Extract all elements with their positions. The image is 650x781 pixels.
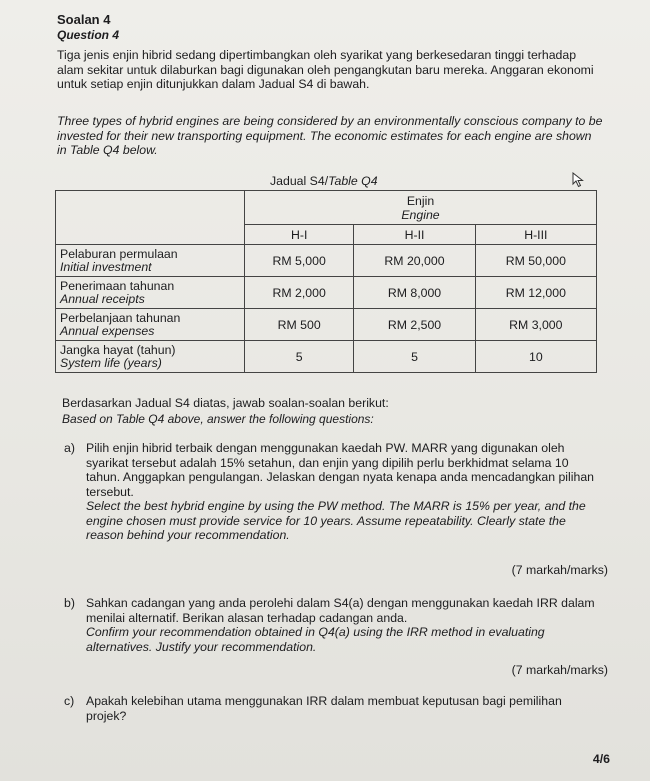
table-cell: RM 2,000 [245, 277, 354, 309]
question-c [64, 694, 604, 723]
table-header-row [56, 191, 597, 225]
question-b-english: Confirm your recommendation obtained in Q4(a) using the IRR method in evaluating alternatives. Justify your recommendation. [86, 625, 545, 654]
table-cell: 10 [475, 341, 596, 373]
table-cell: RM 12,000 [475, 277, 596, 309]
table-caption-malay: Jadual S4/ [270, 174, 329, 188]
table-corner-cell [56, 191, 245, 245]
question-a-number: a) [64, 441, 75, 455]
table-cell: RM 2,500 [354, 309, 475, 341]
mouse-cursor-icon [572, 172, 586, 188]
row-label-english: Annual receipts [60, 291, 145, 306]
questions-intro-english: Based on Table Q4 above, answer the following questions: [62, 412, 374, 426]
column-header-h3: H-III [475, 225, 596, 245]
row-label [56, 245, 245, 277]
row-label-malay: Penerimaan tahunan [60, 278, 175, 293]
row-label-english: System life (years) [60, 355, 162, 370]
economic-estimates-table [55, 190, 597, 373]
heading-malay: Soalan 4 [57, 12, 111, 27]
table-cell: 5 [354, 341, 475, 373]
table-row-annual-receipts [56, 277, 597, 309]
intro-english: Three types of hybrid engines are being considered by an environmentally conscious company to be invested for their new transporting equipment. The economic estimates for each engine are shown in Table Q4 below. [57, 114, 603, 157]
question-b-malay: Sahkan cadangan yang anda perolehi dalam S4(a) dengan menggunakan kaedah IRR dalam menilai alternatif. Berikan alasan terhadap cadangan anda. [86, 596, 595, 625]
question-b [64, 596, 604, 654]
question-a-marks: (7 markah/marks) [511, 563, 608, 577]
row-label-malay: Perbelanjaan tahunan [60, 310, 181, 325]
question-c-malay: Apakah kelebihan utama menggunakan IRR dalam membuat keputusan bagi pemilihan projek? [86, 694, 562, 723]
table-cell: RM 50,000 [475, 245, 596, 277]
questions-intro-malay: Berdasarkan Jadual S4 diatas, jawab soalan-soalan berikut: [62, 396, 389, 410]
column-header-h1: H-I [245, 225, 354, 245]
engine-header-english: Engine [401, 207, 440, 222]
column-header-h2: H-II [354, 225, 475, 245]
heading-english: Question 4 [57, 28, 120, 42]
question-a [64, 441, 604, 543]
table-caption-english: Table Q4 [328, 174, 378, 188]
question-b-marks: (7 markah/marks) [511, 663, 608, 677]
table-cell: RM 3,000 [475, 309, 596, 341]
row-label [56, 277, 245, 309]
engine-header-malay: Enjin [406, 193, 435, 208]
question-b-number: b) [64, 596, 75, 610]
row-label [56, 341, 245, 373]
question-a-english: Select the best hybrid engine by using the PW method. The MARR is 15% per year, and the engine chosen must provide service for 10 years. Assume repeatability. Clearly state the reason behind your recommendation. [86, 499, 586, 542]
table-cell: RM 8,000 [354, 277, 475, 309]
page-number: 4/6 [592, 752, 610, 766]
row-label-english: Initial investment [60, 259, 152, 274]
row-label-english: Annual expenses [60, 323, 155, 338]
table-cell: 5 [245, 341, 354, 373]
row-label-malay: Pelaburan permulaan [60, 246, 178, 261]
question-a-malay: Pilih enjin hibrid terbaik dengan menggunakan kaedah PW. MARR yang digunakan oleh syarikat tersebut adalah 15% setahun, dan enjin yang dipilih perlu berkhidmat selama 10 tahun. Anggapkan pengulangan. Jelaskan dengan nyata kenapa anda mencadangkan pilihan tersebut. [86, 441, 595, 499]
table-row-annual-expenses [56, 309, 597, 341]
table-caption [270, 174, 378, 188]
table-cell: RM 20,000 [354, 245, 475, 277]
engine-header-cell [245, 191, 597, 225]
intro-malay: Tiga jenis enjin hibrid sedang dipertimbangkan oleh syarikat yang berkesedaran tinggi terhadap alam sekitar untuk dilaburkan bagi digunakan oleh pengangkutan baru mereka. Anggaran ekonomi untuk setiap enjin ditunjukkan dalam Jadual S4 di bawah. [57, 48, 594, 91]
row-label-malay: Jangka hayat (tahun) [60, 342, 176, 357]
table-cell: RM 500 [245, 309, 354, 341]
table-row-initial-investment [56, 245, 597, 277]
table-cell: RM 5,000 [245, 245, 354, 277]
row-label [56, 309, 245, 341]
question-c-number: c) [64, 694, 75, 708]
table-row-system-life [56, 341, 597, 373]
